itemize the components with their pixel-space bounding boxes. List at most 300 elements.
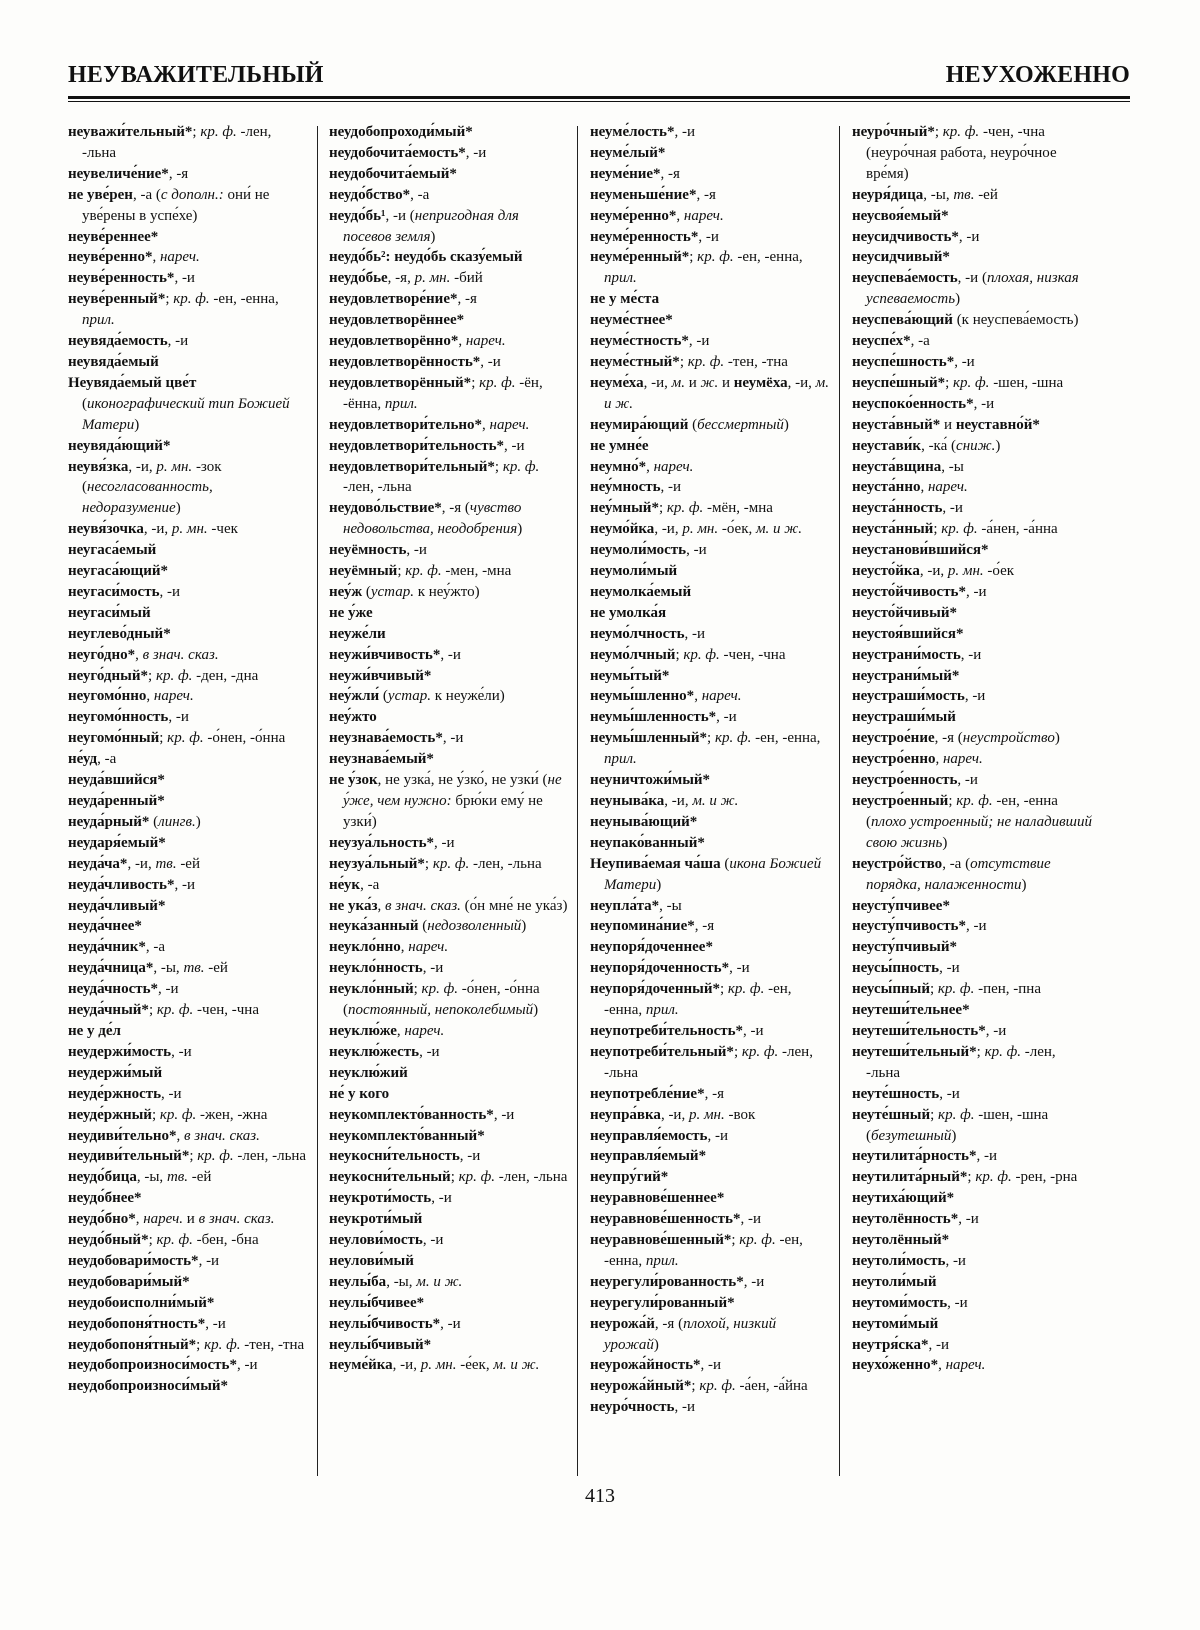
entry-text: , -и — [966, 583, 987, 600]
dictionary-entry — [68, 1335, 308, 1356]
grammar-note: кр. ф. — [727, 981, 765, 998]
entry-text: ( — [149, 813, 159, 830]
dictionary-entry — [329, 561, 569, 582]
headword: неудобопоня́тный* — [68, 1336, 197, 1353]
entry-text: , -а — [910, 333, 930, 350]
entry-text: , -и — [442, 730, 464, 747]
grammar-note: кр. ф. — [975, 1169, 1012, 1186]
grammar-note: кр. ф. — [953, 374, 990, 391]
dictionary-entry — [329, 1126, 569, 1147]
entry-text: -ден, -дна — [192, 667, 259, 684]
headword: неумы́шленность* — [590, 709, 717, 726]
entry-text: -ен, -енна, — [209, 291, 279, 308]
entry-text: -ен, -енна, — [604, 1232, 803, 1269]
dictionary-entry — [329, 875, 569, 896]
dictionary-entry — [590, 582, 830, 603]
entry-text: , -и — [504, 437, 525, 454]
entry-text: ; — [948, 793, 957, 809]
dictionary-entry — [852, 1167, 1092, 1188]
headword: неудовлетворённый* — [329, 374, 472, 391]
headword: неудобовари́мость* — [68, 1252, 199, 1269]
dictionary-entry — [590, 603, 830, 624]
grammar-note: тв. — [155, 855, 177, 872]
entry-text: ; — [976, 1043, 985, 1060]
headword: неуда́ча* — [68, 855, 128, 872]
headword: неувяда́емый — [68, 353, 159, 370]
dictionary-entry — [852, 582, 1092, 603]
entry-text: , -и, — [643, 374, 672, 391]
entry-text: -лен, -льна — [866, 1043, 1056, 1081]
entry-text: -мен, -мна — [441, 563, 512, 580]
grammar-note: нареч. — [489, 416, 530, 433]
dictionary-entry — [329, 1293, 569, 1314]
grammar-note: кр. ф. — [156, 1232, 193, 1249]
grammar-note: тв. — [166, 1169, 189, 1186]
headword: неуме́стный* — [590, 353, 680, 370]
dictionary-entry — [590, 352, 830, 373]
entry-text: , -а — [360, 876, 380, 893]
dictionary-entry — [590, 1376, 830, 1397]
headword: не у де́л — [68, 1022, 121, 1039]
entry-text: , -и — [167, 333, 189, 350]
headword: неудовлетворённо* — [329, 333, 459, 350]
entry-text: ) — [175, 500, 181, 517]
grammar-note: кр. ф. — [405, 563, 442, 580]
dictionary-entry — [329, 1251, 569, 1272]
dictionary-entry — [68, 749, 308, 770]
entry-text: ; — [967, 1169, 976, 1186]
headword: неуважи́тельный* — [68, 124, 193, 140]
entry-text: ; — [930, 1106, 939, 1123]
grammar-note: безутешный — [871, 1127, 952, 1144]
dictionary-entry — [68, 791, 308, 812]
entry-text: , -и — [440, 1315, 461, 1332]
headword: неуме́стнее* — [590, 312, 673, 329]
dictionary-entry — [852, 1251, 1092, 1272]
entry-text: -о́ек, — [718, 521, 756, 538]
grammar-note: нареч. — [143, 1211, 184, 1228]
dictionary-entry — [68, 1042, 308, 1063]
headword: неудовлетвори́тельно* — [329, 416, 483, 433]
headword: неурожа́й — [590, 1315, 655, 1332]
entry-text: , -и ( — [385, 207, 415, 224]
dictionary-entry — [852, 394, 1092, 415]
grammar-note: плохой, низкий урожай — [604, 1315, 777, 1353]
entry-text: , -и — [480, 353, 501, 370]
entry-text: , -а ( — [942, 855, 971, 872]
headword: неуда́чница* — [68, 960, 154, 977]
dictionary-entry — [590, 561, 830, 582]
headword: неуда́чный* — [68, 1002, 149, 1019]
dictionary-entry — [590, 1355, 830, 1376]
dictionary-entry — [852, 519, 1092, 540]
grammar-note: р. мн. — [688, 1106, 725, 1123]
dictionary-entry — [852, 666, 1092, 687]
entry-text: ; — [719, 981, 728, 998]
headword: неудобопоня́тность* — [68, 1315, 206, 1332]
headword: неуставно́й* — [955, 416, 1040, 433]
column-divider-1 — [317, 126, 318, 1476]
headword: неупотребле́ние* — [590, 1085, 705, 1102]
headword: неуправля́емый* — [590, 1148, 707, 1165]
dictionary-entry — [852, 1084, 1092, 1105]
dictionary-entry — [68, 979, 308, 1000]
grammar-note: кр. ф. — [167, 730, 204, 747]
entry-text: , -и — [928, 1336, 950, 1353]
headword: не у́же — [329, 604, 373, 621]
headword: неуда́чливость* — [68, 876, 175, 893]
dictionary-entry — [68, 603, 308, 624]
dictionary-entry — [329, 645, 569, 666]
grammar-note: сниж. — [956, 437, 996, 454]
headword: неутеши́тельность* — [852, 1022, 986, 1039]
dictionary-entry — [590, 1167, 830, 1188]
dictionary-entry — [852, 686, 1092, 707]
headword: неуёмность — [329, 542, 407, 559]
entry-text: ; — [679, 353, 688, 370]
entry-text: ) — [430, 228, 436, 245]
grammar-note: иконографический тип Божией Матери — [82, 395, 290, 433]
dictionary-entry — [852, 331, 1092, 352]
headword: неусто́йка — [852, 563, 920, 580]
headword: неусто́йчивый* — [852, 604, 957, 621]
dictionary-entry — [590, 770, 830, 791]
entry-text: ; — [933, 521, 942, 538]
headword: неужи́вчивость* — [329, 646, 441, 663]
dictionary-entry — [329, 206, 569, 248]
entry-text: ; — [494, 458, 503, 475]
grammar-note: лингв. — [158, 813, 196, 830]
headword: неудобоисполни́мый* — [68, 1294, 215, 1311]
headword: неукомплекто́ванный* — [329, 1127, 485, 1144]
grammar-note: в знач. сказ. — [198, 1211, 275, 1228]
dictionary-entry — [852, 1146, 1092, 1167]
entry-text: ) — [951, 1127, 957, 1144]
entry-text: , -и — [939, 960, 960, 977]
headword: неудо́бно* — [68, 1211, 136, 1228]
headword: неуро́чность — [590, 1399, 675, 1416]
headword: неуме́йка — [329, 1357, 393, 1374]
headword: неупоря́доченность* — [590, 960, 730, 977]
dictionary-entry — [590, 519, 830, 540]
dictionary-entry — [329, 1314, 569, 1335]
headword: неурожа́йность* — [590, 1357, 701, 1374]
entry-text: ; — [413, 981, 422, 998]
headword: неуме́лость* — [590, 124, 675, 140]
dictionary-entry — [590, 1042, 830, 1084]
headword: неусидчивость* — [852, 228, 959, 245]
entry-text: ( — [688, 416, 698, 433]
dictionary-entry — [68, 1126, 308, 1147]
headword: не у ме́ста — [590, 291, 660, 308]
grammar-note: кр. ф. — [714, 730, 752, 747]
dictionary-entry — [329, 666, 569, 687]
dictionary-entry — [329, 770, 569, 833]
dictionary-entry — [68, 540, 308, 561]
entry-text: , -я — [704, 1085, 724, 1102]
grammar-note: м. и ж. — [416, 1273, 463, 1290]
grammar-note: нареч. — [945, 1357, 986, 1374]
dictionary-entry — [329, 1084, 569, 1105]
headword: неудо́бство* — [329, 186, 411, 203]
headword: неустрани́мый* — [852, 667, 960, 684]
grammar-note: нареч. — [927, 479, 968, 496]
headword: неудовлетвори́тельный* — [329, 458, 495, 475]
entry-text: -зок ( — [82, 458, 222, 496]
dictionary-entry — [68, 1167, 308, 1188]
grammar-note: кр. ф. — [479, 374, 516, 391]
headword: неуро́чный* — [852, 124, 935, 140]
dictionary-entry — [852, 373, 1092, 394]
dictionary-entry — [852, 854, 1092, 896]
entry-text: ; — [929, 981, 938, 998]
headword: неувяда́ющий* — [68, 437, 171, 454]
grammar-note: бессмертный — [697, 416, 784, 433]
grammar-note: икона Божией Матери — [604, 855, 822, 893]
entry-text: ; — [192, 124, 201, 140]
entry-text: -ен, -енна, — [751, 730, 821, 747]
grammar-note: р. мн. — [947, 563, 984, 580]
entry-text: -о́нен, -о́нна — [203, 730, 286, 747]
headword: неусидчивый* — [852, 249, 950, 266]
grammar-note: кр. ф. — [204, 1336, 241, 1353]
headword: неуёмный — [329, 563, 398, 580]
dictionary-entry — [852, 770, 1092, 791]
dictionary-entry — [852, 457, 1092, 478]
dictionary-entry — [590, 227, 830, 248]
dictionary-entry — [329, 1272, 569, 1293]
dictionary-entry — [852, 415, 1092, 436]
dictionary-entry — [590, 373, 830, 415]
headword: неудобочита́емость* — [329, 144, 466, 161]
entry-text: , -и — [707, 1127, 729, 1144]
dictionary-entry — [68, 582, 308, 603]
entry-text: , — [694, 688, 702, 705]
grammar-note: в знач. сказ. — [385, 897, 461, 914]
entry-text: -ей — [204, 960, 228, 977]
dictionary-entry — [852, 477, 1092, 498]
grammar-note: нареч. — [404, 1022, 445, 1039]
dictionary-entry — [68, 896, 308, 917]
entry-text: , -я — [457, 291, 477, 308]
headword: неудобопроизноси́мый* — [68, 1378, 229, 1395]
headword: неуго́дно* — [68, 646, 136, 663]
headword: неустро́енность — [852, 772, 958, 789]
grammar-note: м. и ж. — [604, 374, 829, 412]
headword: не умне́е — [590, 437, 649, 454]
dictionary-entry — [329, 498, 569, 540]
headword: неувеличе́ние* — [68, 165, 169, 182]
dictionary-entry — [68, 916, 308, 937]
grammar-note: кр. ф. — [956, 793, 993, 809]
headword: неуде́ржный — [68, 1106, 152, 1123]
dictionary-entry — [329, 540, 569, 561]
dictionary-entry — [68, 645, 308, 666]
headword: неурегули́рованность* — [590, 1273, 744, 1290]
dictionary-entry — [329, 582, 569, 603]
headword: неудобочита́емый* — [329, 165, 457, 182]
headword: неуме́ренно* — [590, 207, 677, 224]
dictionary-entry — [852, 1105, 1092, 1147]
dictionary-entry — [68, 1084, 308, 1105]
dictionary-entry — [68, 457, 308, 520]
headword: неудержи́мость — [68, 1043, 172, 1060]
entry-text: , -и — [168, 709, 189, 726]
headword: не у́зок — [329, 772, 378, 789]
headword: неулы́бчивее* — [329, 1294, 425, 1311]
headword: неударя́емый* — [68, 834, 166, 851]
headword: неуправля́емость — [590, 1127, 708, 1144]
headword: не умолка́я — [590, 604, 667, 621]
entry-text: , -и — [966, 918, 987, 935]
dictionary-entry — [590, 958, 830, 979]
dictionary-entry — [68, 247, 308, 268]
dictionary-entry — [590, 812, 830, 833]
grammar-note: кр. ф. — [699, 1378, 736, 1395]
headword: неутоли́мость — [852, 1252, 946, 1269]
headword: неу́жто — [329, 709, 377, 726]
grammar-note: кр. ф. — [155, 667, 193, 684]
entry-text: , -а ( — [132, 186, 161, 203]
dictionary-entry — [68, 519, 308, 540]
grammar-note: кр. ф. — [683, 646, 720, 663]
dictionary-entry — [852, 791, 1092, 854]
entry-text: -пен, -пна — [974, 981, 1041, 998]
dictionary-entry — [329, 122, 569, 143]
headword: не ука́з — [329, 897, 378, 914]
headword: неуста́нность — [852, 500, 943, 517]
headword: неудо́бь¹ — [329, 207, 386, 224]
headword: неутеши́тельный* — [852, 1043, 977, 1060]
entry-text: -лен, -льна — [343, 479, 412, 496]
headword: неуста́вщина — [852, 458, 942, 475]
headword: неуме́лый* — [590, 144, 666, 161]
dictionary-entry — [590, 1397, 830, 1418]
entry-text: , -и — [465, 144, 487, 161]
entry-text: , -и — [939, 1085, 960, 1102]
dictionary-entry — [329, 1146, 569, 1167]
headword: неуже́ли — [329, 625, 386, 642]
grammar-note: в знач. сказ. — [183, 1127, 260, 1144]
headword: неуве́ренность* — [68, 270, 175, 287]
entry-text: , -ы, — [386, 1273, 417, 1290]
dictionary-entry — [68, 958, 308, 979]
dictionary-entry — [68, 707, 308, 728]
entry-text: -шен, -шна — [989, 374, 1064, 391]
entry-text: -чек — [207, 521, 238, 538]
entry-text: , -и — [493, 1106, 515, 1123]
entry-text: ; — [397, 563, 406, 580]
entry-text: и — [183, 1211, 199, 1228]
headword: неугаса́ющий* — [68, 563, 168, 580]
entry-text: , -и — [422, 960, 444, 977]
entry-text: , -и — [729, 960, 750, 977]
entry-text: , -и — [431, 1190, 452, 1207]
dictionary-entry — [590, 1146, 830, 1167]
entry-text: , -и — [440, 646, 461, 663]
entry-text: , -и — [660, 479, 682, 496]
entry-text: ; — [658, 500, 667, 517]
headword: неурожа́йный* — [590, 1378, 692, 1395]
grammar-note: кр. ф. — [666, 500, 704, 517]
entry-text: , — [396, 1022, 405, 1039]
dictionary-entry — [852, 122, 1092, 185]
headword: неуравнове́шенный* — [590, 1232, 732, 1249]
headword: неудовлетвори́тельность* — [329, 437, 504, 454]
dictionary-entry — [852, 896, 1092, 917]
headword: неуте́шный — [852, 1106, 931, 1123]
headword: неу́мность — [590, 479, 661, 496]
dictionary-entry — [590, 498, 830, 519]
entry-text: , -и, — [392, 1357, 421, 1374]
dictionary-entry — [68, 289, 308, 331]
headword: неустро́енно — [852, 751, 936, 768]
headword: неумёха — [733, 374, 788, 391]
entry-text: , -и — [161, 1085, 182, 1102]
grammar-note: кр. ф. — [502, 458, 540, 475]
headword: неуста́нный — [852, 521, 934, 538]
entry-text: , -я ( — [654, 1315, 684, 1332]
entry-text: , -ы — [941, 458, 964, 475]
headword: неулы́бчивый* — [329, 1336, 432, 1353]
grammar-note: прил. — [384, 395, 418, 412]
grammar-note: непригодная для посевов земля — [343, 207, 519, 245]
headword: неупру́гий* — [590, 1169, 669, 1186]
headword: неуничтожи́мый* — [590, 772, 711, 789]
grammar-note: недозволенный — [427, 918, 522, 935]
dictionary-entry — [852, 937, 1092, 958]
grammar-note: нареч. — [653, 458, 694, 475]
grammar-note: р. мн. — [682, 521, 719, 538]
dictionary-entry — [852, 645, 1092, 666]
grammar-note: в знач. сказ. — [142, 646, 219, 663]
headword: неуста́нно — [852, 479, 921, 496]
entry-text: -бен, -бна — [192, 1232, 259, 1249]
dictionary-entry — [329, 686, 569, 707]
entry-text: ) — [656, 876, 662, 893]
dictionary-entry — [329, 289, 569, 310]
entry-text: , -ы, — [136, 1169, 167, 1186]
grammar-note: р. мн. — [420, 1357, 457, 1374]
dictionary-column-1 — [68, 122, 308, 1397]
dictionary-entry — [68, 1355, 308, 1376]
dictionary-entry — [329, 1209, 569, 1230]
header-rule-thick — [68, 96, 1130, 99]
headword: неумы́шленный* — [590, 730, 708, 747]
entry-text: -ен, -енна, — [733, 249, 803, 266]
entry-text: ; — [934, 124, 943, 140]
dictionary-entry — [852, 206, 1092, 227]
dictionary-entry — [590, 854, 830, 896]
headword: Неувяда́емый цве́т — [68, 374, 197, 391]
headword: неуклю́же — [329, 1022, 397, 1039]
headword: неузуа́льный* — [329, 855, 425, 872]
entry-text: , -и — [947, 1294, 968, 1311]
headword: неупотреби́тельный* — [590, 1043, 734, 1060]
dictionary-entry — [590, 331, 830, 352]
entry-text: -ён, -ённа, — [343, 374, 543, 412]
dictionary-entry — [590, 916, 830, 937]
entry-text: , -и, — [128, 458, 157, 475]
entry-text: к неуже́ли) — [431, 688, 505, 705]
entry-text: , -и — [743, 1022, 764, 1039]
entry-text: -рен, -рна — [1011, 1169, 1078, 1186]
headword: неудо́бь²: неудо́бь сказу́емый — [329, 249, 523, 266]
entry-text: ; — [151, 1106, 160, 1123]
dictionary-entry — [590, 728, 830, 770]
headword: неудово́льствие* — [329, 500, 442, 517]
headword: неу́мный* — [590, 500, 659, 517]
